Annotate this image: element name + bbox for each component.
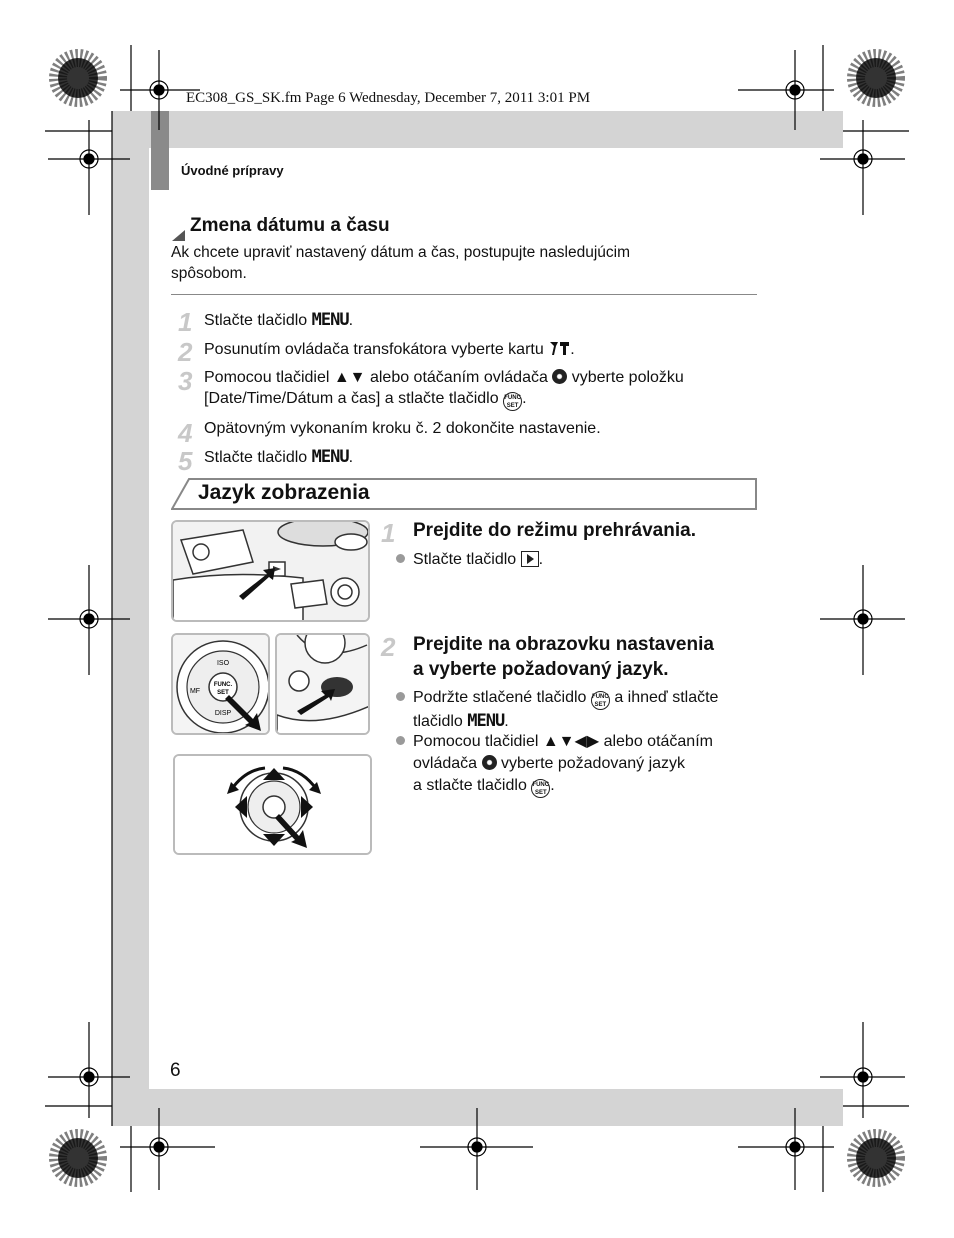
control-dial-icon — [482, 755, 497, 770]
func-label: FUNC. — [213, 682, 233, 688]
bullet-icon — [396, 692, 405, 701]
menu-button-icon: MENU — [311, 447, 349, 467]
func-set-button-icon: FUNC SET — [503, 392, 522, 411]
step-number: 2 — [381, 632, 396, 662]
step-number: 3 — [178, 366, 193, 396]
set-label: SET — [217, 690, 229, 696]
step-number: 4 — [178, 418, 193, 448]
disp-label: DISP — [214, 710, 232, 717]
mf-label: MF — [189, 688, 201, 695]
step-1-text: Stlačte tlačidlo MENU. — [204, 310, 354, 330]
arrows-dial-image — [175, 756, 372, 855]
func-dial-illustration — [171, 633, 270, 735]
step-number: 1 — [178, 307, 193, 337]
play-button-icon — [521, 551, 539, 567]
section-label: Úvodné prípravy — [181, 163, 284, 178]
iso-label: ISO — [216, 660, 230, 667]
step-2-text: Posunutím ovládača transfokátora vyberte kartu . — [204, 341, 575, 358]
bullet-icon — [396, 554, 405, 563]
menu-button-illustration — [275, 633, 370, 735]
heading-marker-icon — [172, 230, 185, 241]
func-set-button-icon: FUNC SET — [591, 691, 610, 710]
language-step-1-bullet: Stlačte tlačidlo . — [396, 549, 543, 571]
language-step-2-heading: Prejdite na obrazovku nastavenia a vyberte požadovaný jazyk. — [413, 634, 714, 680]
step-number: 2 — [178, 337, 193, 367]
step-number: 5 — [178, 446, 193, 476]
camera-back-image — [173, 522, 370, 622]
divider — [171, 294, 757, 295]
language-step-1-heading: Prejdite do režimu prehrávania. — [413, 520, 696, 541]
step-4-text: Opätovným vykonaním kroku č. 2 dokončite nastavenie. — [204, 420, 601, 437]
language-step-2-bullet-1: Podržte stlačené tlačidlo FUNC SET a ihneď stlačte tlačidlo MENU. — [396, 687, 718, 733]
date-time-intro: Ak chcete upraviť nastavený dátum a čas, postupujte nasledujúcim spôsobom. — [171, 244, 631, 282]
step-number: 1 — [381, 518, 396, 548]
file-header: EC308_GS_SK.fm Page 6 Wednesday, December 7, 2011 3:01 PM — [186, 90, 591, 106]
language-step-2-bullet-2: Pomocou tlačidiel ▲▼◀▶ alebo otáčaním ovládača vyberte požadovaný jazyk a stlačte tlačidlo FUNC SET . — [396, 731, 713, 798]
up-down-arrows-icon: ▲▼ — [333, 369, 366, 386]
language-heading: Jazyk zobrazenia — [198, 481, 370, 504]
page-number: 6 — [170, 1060, 181, 1081]
control-dial-icon — [552, 369, 567, 384]
step-3-text: Pomocou tlačidiel ▲▼ alebo otáčaním ovládača vyberte položku [Date/Time/Dátum a čas] a stlačte tlačidlo FUNC SET . — [204, 369, 684, 409]
four-way-arrows-icon: ▲▼◀▶ — [542, 733, 600, 750]
tools-tab-icon — [548, 340, 570, 356]
func-set-button-icon: FUNC SET — [531, 779, 550, 798]
date-time-heading: Zmena dátumu a času — [190, 215, 390, 236]
menu-button-icon: MENU — [311, 310, 349, 330]
menu-button-image — [277, 635, 370, 735]
bullet-icon — [396, 736, 405, 745]
arrows-dial-illustration — [173, 754, 372, 855]
camera-play-illustration — [171, 520, 370, 622]
step-5-text: Stlačte tlačidlo MENU. — [204, 447, 354, 467]
menu-button-icon: MENU — [467, 711, 505, 731]
func-dial-image — [173, 635, 270, 735]
